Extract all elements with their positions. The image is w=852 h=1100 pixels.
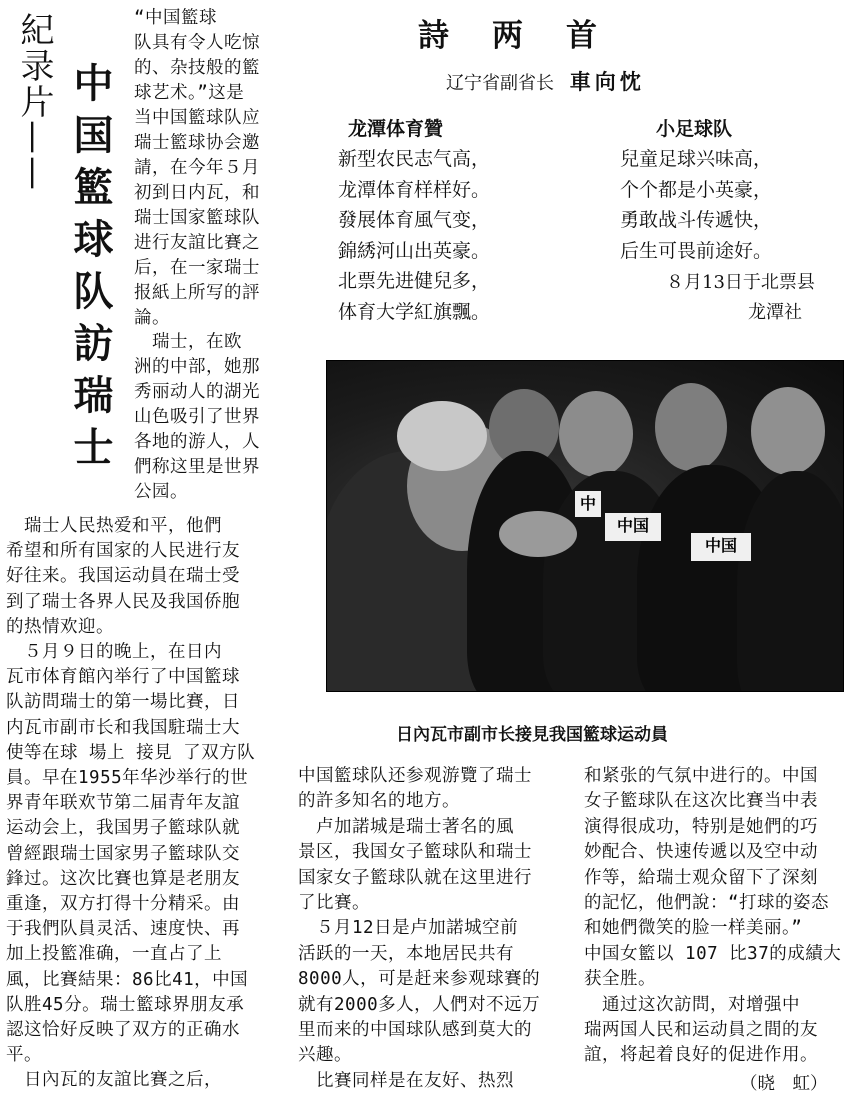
poem1-title: 龙潭体育贊 bbox=[348, 118, 444, 140]
poem2-lines: 兒童足球兴味高， 个个都是小英豪， 勇敢战斗传遞快， 后生可畏前途好。 bbox=[620, 148, 773, 262]
body-column-3: 和紧张的气氛中进行的。中国 女子籃球队在这次比賽当中表 演得很成功，特别是她們的巧 妙配合、快速传遞以及空中动 作等，給瑞士观众留下了深刻 的記忆，他們說：“打球的姿态 和她們微笑的脸一样美丽。” 中国女籃以 107 比37的成績大 获全胜。 通过这次訪問，对增强中 瑞两国人民和运动員之間的友 誼，将起着良好的促进作用。 bbox=[584, 766, 842, 1066]
switzerland-paragraph: 瑞士，在欧 洲的中部，她那 秀丽动人的湖光 山色吸引了世界 各地的游人，人 們称这里是世界 公园。 bbox=[134, 332, 260, 502]
intro-quote: “中国籃球 队具有令人吃惊 的、杂技般的籃 球艺术。”这是 当中国籃球队应 瑞士籃球协会邀 請，在今年５月 初到日内瓦，和 瑞士国家籃球队 进行友誼比賽之 后，在一家瑞士 报紙上所写的評 論。 bbox=[134, 8, 260, 328]
poem-author-title: 辽宁省副省长 bbox=[446, 73, 554, 94]
documentary-label: 紀录片—— bbox=[14, 12, 54, 192]
byline: （晓 虹） bbox=[740, 1074, 828, 1094]
body-column-2: 中国籃球队还参观游覽了瑞士 的許多知名的地方。 卢加諾城是瑞士著名的風 景区，我国女子籃球队和瑞士 国家女子籃球队就在这里进行 了比賽。 ５月12日是卢加諾城空前 活跃的一天，本地居民共有 8000人，可是赶来参观球賽的 就有2000多人，人們对不远万 里而来的中国球队感到莫大的 兴趣。 比賽同样是在友好、热烈 bbox=[298, 766, 541, 1091]
poem-author-name: 車向忱 bbox=[569, 70, 645, 94]
jersey-patch: 中 bbox=[575, 491, 601, 517]
jersey-patch: 中国 bbox=[691, 533, 751, 561]
team-photo bbox=[326, 360, 844, 692]
article-title: 中国籃球队訪瑞士 bbox=[67, 62, 113, 478]
poem2-place: 龙潭社 bbox=[748, 302, 802, 323]
body-column-1: 瑞士人民热爱和平，他們 希望和所有国家的人民进行友 好往来。我国运动員在瑞士受 到了瑞士各界人民及我国侨胞 的热情欢迎。 ５月９日的晚上，在日内 瓦市体育館內举行了中国籃球 队訪問瑞士的第一場比賽，日 内瓦市副市长和我国駐瑞士大 使等在球 場上 接見 了双方队 員。早在1955年华沙举行的世 界青年联欢节第二届青年友誼 运动会上，我国男子籃球队就 曾經跟瑞士国家男子籃球队交 鋒过。这次比賽也算是老朋友 重逢，双方打得十分精采。由 于我們队員灵活、速度快、再 加上投籃准确，一直占了上 風，比賽結果：86比41，中国 队胜45分。瑞士籃球界朋友承 認这恰好反映了双方的正确水 平。 日內瓦的友誼比賽之后， bbox=[6, 516, 256, 1091]
poem1-lines: 新型农民志气高， 龙潭体育样样好。 發展体育風气变， 錦綉河山出英豪。 北票先进健兒多， 体育大学紅旗飄。 bbox=[338, 148, 491, 323]
poems-header: 詩 两 首 bbox=[418, 18, 603, 54]
poem2-date: ８月13日于北票县 bbox=[666, 272, 815, 293]
jersey-patch: 中国 bbox=[605, 513, 661, 541]
poem2-title: 小足球队 bbox=[656, 118, 733, 140]
photo-caption: 日內瓦市副市长接見我国籃球运动員 bbox=[396, 725, 668, 745]
